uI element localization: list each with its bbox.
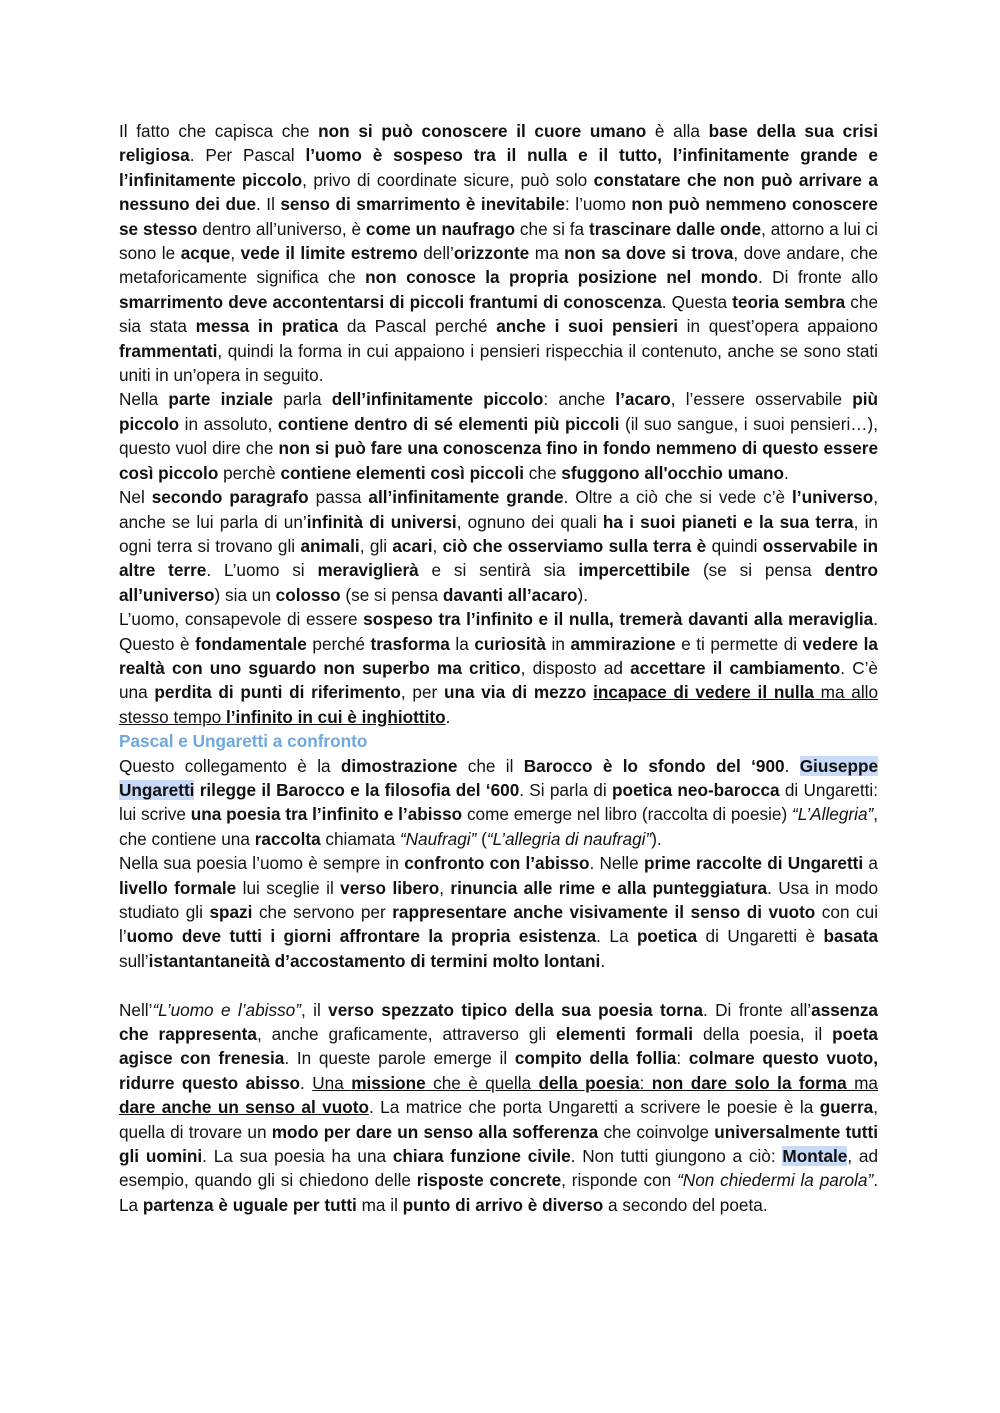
text-run: davanti all’acaro [442,584,578,605]
text-run: Pascal e Ungaretti a confronto [119,731,368,752]
text-run: “L’allegria di naufragi” [486,828,652,849]
text-run: perché [306,633,371,654]
text-run: , dove andare, che metaforicamente significa che [119,243,878,288]
text-run: della poesia, il [693,1024,833,1045]
text-run: perdita di punti di riferimento [154,682,401,703]
text-run: ma [846,1072,878,1093]
text-run: Questo collegamento è la [119,755,341,776]
text-run: non conosce la propria posizione nel mondo [365,267,758,288]
text-run: poeta agisce con frenesia [119,1024,878,1069]
text-run: Nella [119,389,169,410]
text-run: trascinare dalle onde [588,218,762,239]
text-run: spazi [209,902,253,922]
text-run: , [432,535,443,556]
text-run: verso libero [340,877,440,898]
text-run: poetica [636,926,698,947]
text-run: in [545,633,571,654]
text-run: che coinvolge [598,1121,715,1142]
text-run: . Di fronte allo [757,267,879,288]
text-run: base della sua crisi religiosa [119,121,878,166]
text-run: non può nemmeno conoscere se stesso [119,194,878,239]
text-run: da Pascal perché [338,316,497,337]
text-run: ha i suoi pianeti e la sua terra [602,511,854,532]
text-run: . L’uomo si [206,560,318,581]
text-run: a secondo del poeta. [603,1194,768,1215]
text-run: chiamata [320,828,400,849]
text-run: : l’uomo [565,194,632,215]
text-run: confronto con l’abisso [404,853,590,874]
text-run: uomo deve tutti i giorni affrontare la propria esistenza [126,926,597,947]
text-run: infinità di universi [306,511,457,532]
text-run: vede il limite estremo [240,243,418,264]
text-run: ). [651,828,662,849]
text-run: la [449,633,475,654]
text-run: quindi [706,535,763,556]
text-run: , [439,877,451,898]
text-run: raccolta [254,828,321,849]
text-run: livello formale [119,877,237,898]
text-run: . [784,755,800,776]
text-run: compito della follia [514,1048,677,1069]
text-run: meraviglierà [317,560,419,581]
text-run: secondo paragrafo [151,487,309,508]
text-run: rilegge il Barocco e la filosofia del ‘600 [194,779,520,800]
paragraph [119,998,878,1218]
highlighted-text: Montale [782,1146,848,1167]
section-heading [119,729,878,753]
text-run: acari [392,535,433,556]
text-run: basata [823,926,879,947]
text-run: rappresentare anche visivamente il senso di vuoto [392,902,816,922]
text-run: Nel [119,487,152,508]
text-run: una poesia tra l’infinito e l’abisso [190,804,463,825]
text-run: poetica neo-barocca [611,779,780,800]
text-run: che il [457,755,524,776]
text-run: e si sentirà sia [418,560,579,581]
text-run: , che contiene una [119,804,879,849]
text-run: verso spezzato tipico della sua poesia torna [328,999,703,1020]
text-run: Una [312,1072,352,1093]
paragraph [119,851,878,973]
text-run: passa [308,487,369,508]
text-run: rinuncia alle rime e alla punteggiatura [450,877,768,898]
text-run: . Nelle [589,853,644,874]
text-run: L’uomo, consapevole di essere [119,609,364,630]
text-run: in quest’opera appaiono [677,316,878,337]
text-run: frammentati [119,340,218,361]
text-run: dimostrazione [340,755,458,776]
text-run: , quindi la forma in cui appaiono i pensieri rispecchia il contenuto, anche se sono stati uniti in un’opera in seguito. [119,340,878,386]
text-run: all’infinitamente grande [368,487,564,508]
text-run: universalmente tutti gli uomini [119,1121,878,1167]
text-run: che [524,462,562,483]
text-run: , risponde con [561,1170,678,1191]
document-body [119,119,878,1217]
paragraph [119,119,878,387]
text-run: . Usa in modo studiato gli [119,877,878,922]
text-run: orizzonte [453,243,530,264]
text-run: dentro all’universo, è [197,218,366,239]
text-run: Barocco è lo sfondo del ‘900 [523,755,785,776]
text-run: , privo di coordinate sicure, può solo [302,169,594,190]
paragraph [119,485,878,607]
text-run: “L’Allegria” [792,804,874,825]
text-run: come emerge nel libro (raccolta di poesie) [462,804,793,825]
text-run: parte inziale [168,389,274,410]
text-run: animali [300,535,360,556]
text-run: l’universo [792,487,874,508]
paragraph [119,607,878,729]
text-run: non sa dove si trova [564,243,734,264]
text-run: sull’ [119,950,149,971]
text-run: . La [596,926,637,947]
text-run: colmare questo vuoto, ridurre questo abisso [119,1048,878,1093]
text-run: che è quella [425,1072,539,1093]
text-run: . [784,462,789,483]
text-run: : [639,1072,652,1093]
text-run: ). [577,584,589,605]
text-run: Nell’ [119,999,153,1020]
text-run: in assoluto, [179,413,278,434]
text-run: ciò che osserviamo sulla terra è [442,535,707,556]
text-run: constatare che non può arrivare a nessuno dei due [119,169,878,215]
text-run: osservabile in altre terre [119,535,878,581]
text-run: ammirazione [570,633,676,654]
text-run: missione [351,1072,426,1093]
text-run: “Non chiedermi la parola” [677,1170,874,1191]
text-run: Il fatto che capisca che [119,121,319,141]
text-run: sfuggono all'occhio umano [561,462,785,483]
text-run: lui sceglie il [236,877,341,898]
text-run: . La sua poesia ha una [202,1146,393,1167]
text-run: smarrimento deve accontentarsi di piccoli frantumi di conoscenza [119,291,662,312]
text-run: l’uomo è sospeso tra il nulla e il tutto, l’infinitamente grande e l’infinitamente piccolo [119,145,878,190]
text-run: che sia stata [119,291,878,337]
text-run: ma il [356,1194,403,1215]
text-run: elementi formali [556,1024,693,1045]
text-run: che servono per [252,902,393,922]
text-run: che si fa [515,218,589,239]
text-run: a [863,853,878,874]
text-run: anche i suoi pensieri [496,316,678,337]
text-run: ma [529,243,565,264]
text-run: dare anche un senso al vuoto [119,1097,369,1118]
text-run: . [600,950,606,971]
text-run: , [230,243,241,264]
text-run: parla [273,389,332,410]
text-run: una via di mezzo [443,682,587,703]
text-run: trasforma [370,633,450,654]
text-run: dell’ [417,243,454,264]
text-run: prime raccolte di Ungaretti [643,853,864,874]
text-run: . Questo è [119,609,878,654]
text-run: . Per Pascal [189,145,306,166]
text-run: di Ungaretti è [697,926,824,947]
text-run: l’acaro [615,389,671,410]
text-run: partenza è uguale per tutti [142,1194,357,1215]
text-run: impercettibile [578,560,691,581]
text-run: vedere la realtà con uno sguardo non superbo ma critico [119,633,878,678]
text-run: . Di fronte all’ [702,999,812,1020]
text-run: non dare solo la forma [651,1072,847,1093]
text-run: istantantaneità d’accostamento di termini molto lontani [148,950,601,971]
text-run: “L’uomo e l’abisso” [152,999,301,1020]
text-run: , gli [359,535,393,556]
text-run: , per [400,682,444,703]
text-run: , ad esempio, quando gli si chiedono delle [119,1146,879,1191]
text-run: e ti permette di [675,633,803,654]
text-run: . Oltre a ciò che si vede c’è [563,487,793,508]
text-run: dentro all’universo [119,560,878,605]
text-run: curiosità [474,633,546,654]
text-run: . C’è una [119,657,878,703]
text-run: (se si pensa [690,560,825,581]
text-run: , anche se lui parla di un’ [119,487,878,532]
text-run: fondamentale [195,633,307,654]
text-run: , quella di trovare un [119,1097,879,1142]
text-run: (il suo sangue, i suoi pensieri…), questo vuol dire che [119,413,878,459]
text-run: . Si parla di [519,779,612,800]
text-run: più piccolo [119,389,879,434]
paragraph-spacer [119,973,878,997]
text-run: ( [476,828,487,849]
text-run: accettare il cambiamento [630,657,841,678]
text-run: . La matrice che porta Ungaretti a scrivere le poesie è la [368,1097,820,1118]
text-run: . Il [256,194,281,215]
text-run: l’infinito in cui è inghiottito [226,706,446,727]
paragraph [119,387,878,485]
text-run: risposte concrete [416,1170,562,1191]
text-run: non si può conoscere il cuore umano [318,121,647,141]
text-run: non si può fare una conoscenza fino in fondo nemmeno di questo essere così piccolo [119,438,878,483]
paragraph [119,754,878,852]
text-run: contiene dentro di sé elementi più piccoli [277,413,620,434]
text-run: dell’infinitamente piccolo [331,389,544,410]
text-run: : [676,1048,689,1069]
text-run: Nella sua poesia l’uomo è sempre in [119,853,405,874]
text-run: con cui l’ [119,902,879,947]
text-run: : anche [543,389,616,410]
text-run: . [445,706,451,727]
text-run: sospeso tra l’infinito e il nulla, tremerà davanti alla meraviglia [363,609,874,630]
text-run: teoria sembra [732,291,846,312]
text-run: , anche graficamente, attraverso gli [256,1024,557,1045]
text-run: contiene elementi così piccoli [280,462,525,483]
text-run: , in ogni terra si trovano gli [119,511,878,556]
text-run: chiara funzione civile [392,1146,571,1167]
text-run: assenza che rappresenta [119,999,878,1045]
text-run: guerra [819,1097,874,1118]
text-run: colosso [275,584,341,605]
text-run: , l’essere osservabile [670,389,853,410]
text-run: senso di smarrimento è inevitabile [280,194,565,215]
text-run: . In queste parole emerge il [284,1048,515,1069]
text-run: punto di arrivo è diverso [402,1194,604,1215]
text-run: , ognuno dei quali [456,511,603,532]
text-run: della poesia [538,1072,640,1093]
text-run: messa in pratica [195,316,339,337]
text-run: “Naufragi” [399,828,477,849]
text-run: . La [119,1170,878,1215]
text-run: ) sia un [214,584,276,605]
text-run: , disposto ad [520,657,631,678]
text-run: . [300,1072,313,1093]
text-run: di Ungaretti: lui scrive [119,779,878,825]
text-run: acque [180,243,231,264]
highlighted-text: Giuseppe Ungaretti [119,755,879,800]
text-run: modo per dare un senso alla sofferenza [271,1121,599,1142]
text-run: come un naufrago [365,218,516,239]
text-run: . Questa [661,291,733,312]
text-run: è alla [646,121,709,141]
text-run: ma allo stesso tempo [119,682,879,727]
text-run: perchè [218,462,281,483]
text-run: . Non tutti giungono a ciò: [570,1146,783,1167]
text-run: , il [300,999,329,1020]
text-run: , attorno a lui ci sono le [119,218,878,264]
text-run: (se si pensa [340,584,443,605]
text-run: incapace di vedere il nulla [593,682,814,703]
